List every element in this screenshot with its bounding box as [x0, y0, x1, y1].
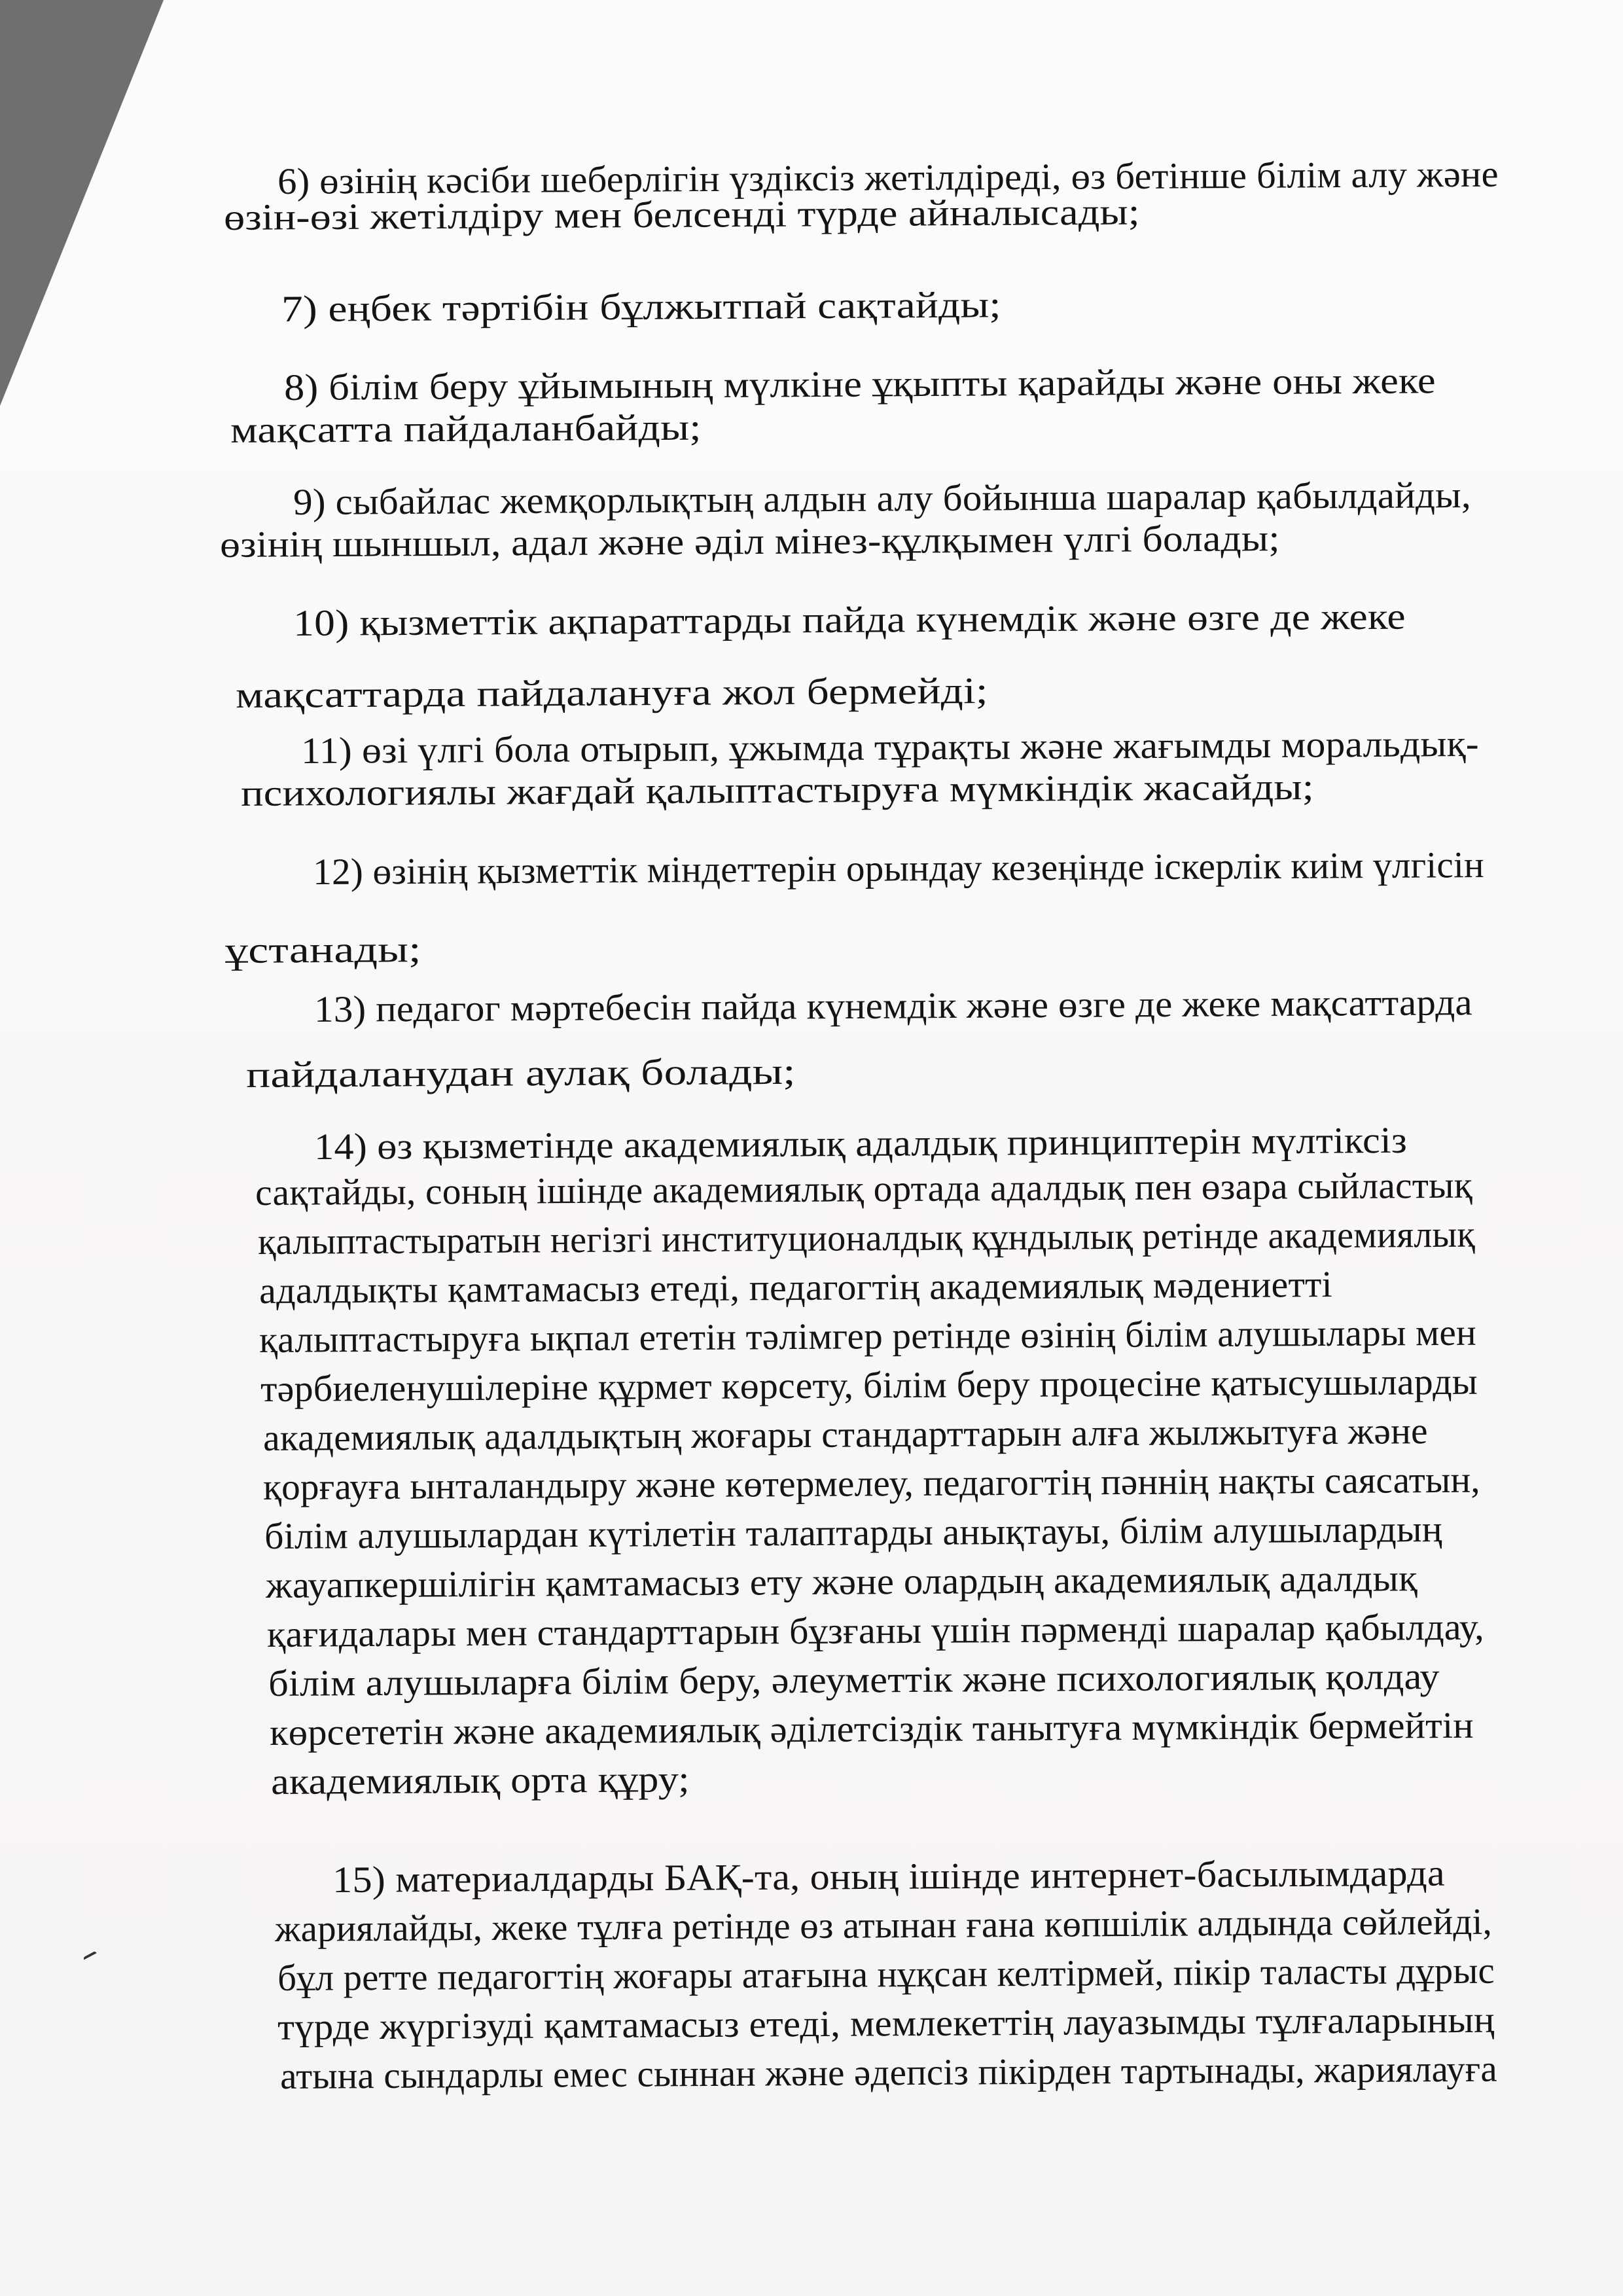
text-line: білім алушылардан күтілетін талаптарды анықтауы, білім алушылардың	[264, 1509, 1443, 1557]
text-line: 7) еңбек тәртібін бұлжытпай сақтайды;	[281, 284, 1001, 330]
text-line: көрсететін және академиялық әділетсіздік танытуға мүмкіндік бермейтін	[270, 1704, 1474, 1753]
text-line: жариялайды, жеке тұлға ретінде өз атынан ғана көпшілік алдында сөйлейді,	[275, 1901, 1493, 1950]
text-line: қорғауға ынталандыру және көтермелеу, педагогтің пәннің нақты саясатын,	[263, 1459, 1481, 1508]
text-line: түрде жүргізуді қамтамасыз етеді, мемлекеттің лауазымды тұлғаларының	[277, 1999, 1495, 2048]
text-line: ұстанады;	[225, 929, 421, 971]
text-line: 15) материалдарды БАҚ-та, оның ішінде интернет-басылымдарда	[332, 1852, 1445, 1901]
text-line: өзінің шыншыл, адал және әділ мінез-құлқымен үлгі болады;	[220, 518, 1280, 565]
text-line: 14) өз қызметінде академиялық адалдық принциптерін мүлтіксіз	[314, 1119, 1408, 1168]
text-line: 9) сыбайлас жемқорлықтың алдын алу бойынша шаралар қабылдайды,	[293, 475, 1471, 523]
text-line: мақсаттарда пайдалануға жол бермейді;	[236, 670, 988, 716]
text-line: қалыптастыратын негізгі институционалдық құндылық ретінде академиялық	[258, 1213, 1475, 1263]
text-line: жауапкершілігін қамтамасыз ету және олардың академиялық адалдық	[266, 1558, 1418, 1606]
text-line: академиялық адалдықтың жоғары стандарттарын алға жылжытуға және	[263, 1410, 1428, 1459]
text-line: 12) өзінің қызметтік міндеттерін орындау кезеңінде іскерлік киім үлгісін	[313, 844, 1484, 893]
text-line: 13) педагог мәртебесін пайда күнемдік және өзге де жеке мақсаттарда	[314, 982, 1472, 1030]
text-line: тәрбиеленушілеріне құрмет көрсету, білім беру процесіне қатысушыларды	[260, 1361, 1478, 1410]
text-line: 11) өзі үлгі бола отырып, ұжымда тұрақты және жағымды моральдық-	[301, 723, 1479, 772]
text-line: 6) өзінің кәсіби шеберлігін үздіксіз жетілдіреді, өз бетінше білім алу және	[277, 153, 1499, 202]
text-line: бұл ретте педагогтің жоғары атағына нұқсан келтірмей, пікір таласты дұрыс	[277, 1950, 1495, 1999]
text-line: мақсатта пайдаланбайды;	[230, 406, 702, 451]
text-line: академиялық орта құру;	[271, 1759, 690, 1803]
text-line: қағидалары мен стандарттарын бұзғаны үшін пәрменді шаралар қабылдау,	[267, 1606, 1485, 1655]
text-line: 10) қызметтік ақпараттарды пайда күнемдік және өзге де жеке	[293, 596, 1406, 644]
text-line: білім алушыларға білім беру, әлеуметтік және психологиялық қолдау	[268, 1656, 1440, 1704]
text-line: қалыптастыруға ықпал ететін тәлімгер ретінде өзінің білім алушылары мен	[259, 1312, 1477, 1361]
text-line: атына сындарлы емес сыннан және әдепсіз пікірден тартынады, жариялауға	[280, 2048, 1498, 2097]
text-line: 8) білім беру ұйымының мүлкіне ұқыпты қарайды және оны жеке	[284, 360, 1436, 408]
text-line: адалдықты қамтамасыз етеді, педагогтің академиялық мәдениетті	[259, 1263, 1333, 1312]
text-line: пайдаланудан аулақ болады;	[246, 1050, 796, 1096]
text-line: психологиялы жағдай қалыптастыруға мүмкіндік жасайды;	[241, 766, 1314, 814]
text-line: өзін-өзі жетілдіру мен белсенді түрде айналысады;	[224, 191, 1140, 238]
text-line: сақтайды, соның ішінде академиялық ортада адалдық пен өзара сыйластық	[255, 1164, 1472, 1213]
